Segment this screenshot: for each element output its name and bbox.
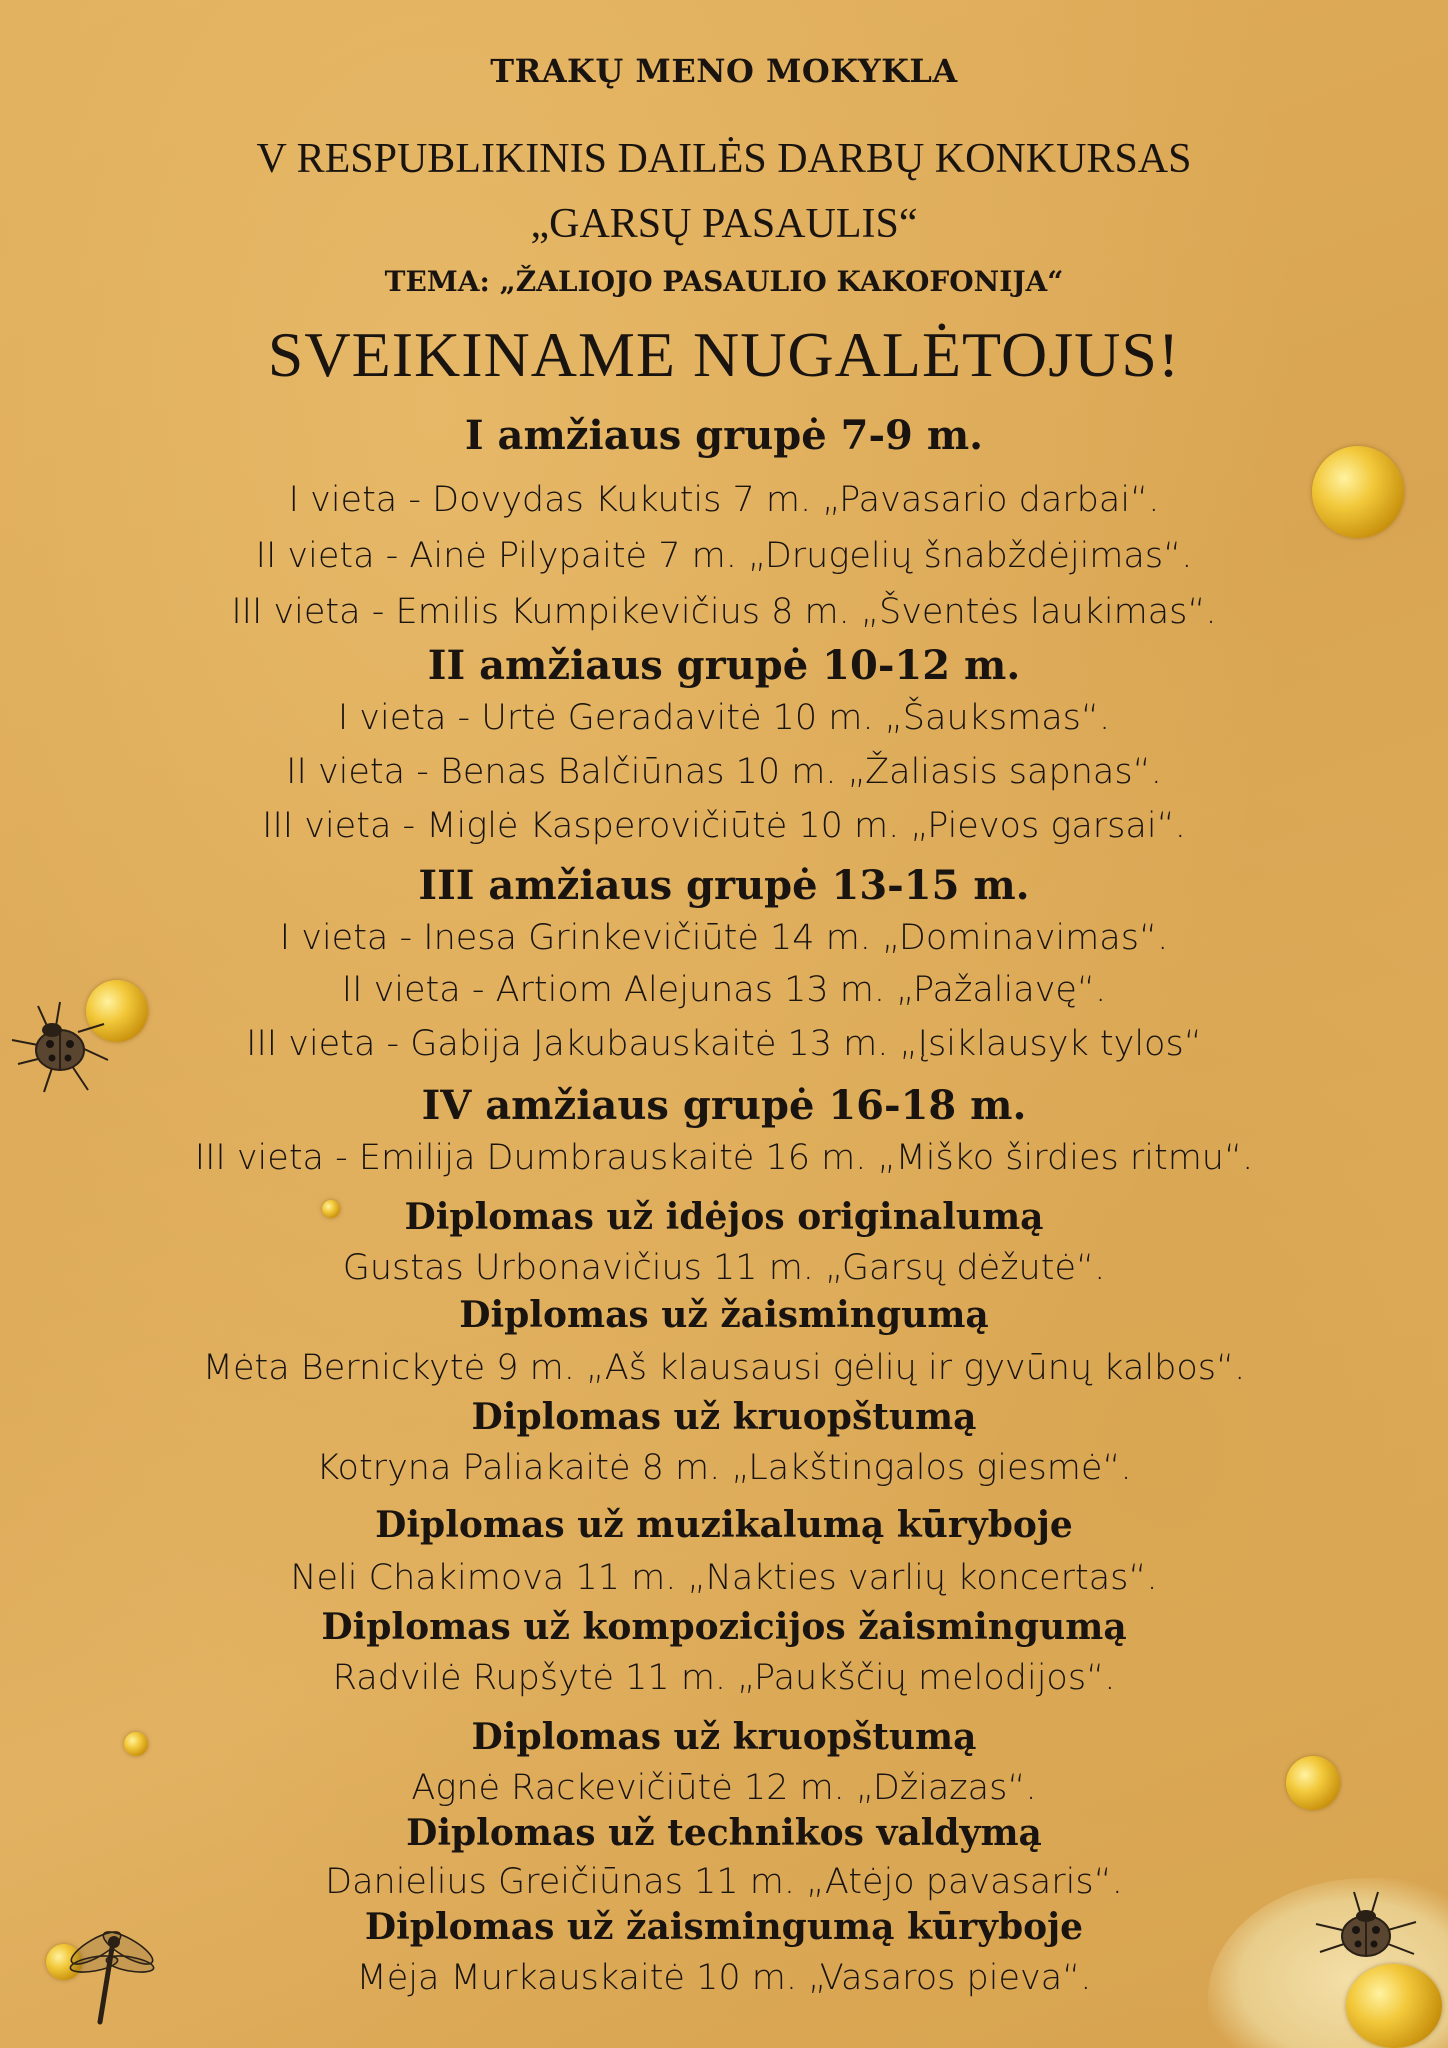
diploma-heading: Diplomas už muzikalumą kūryboje bbox=[375, 1504, 1073, 1546]
winner-entry: III vieta - Miglė Kasperovičiūtė 10 m. „Pievos garsai“. bbox=[262, 806, 1186, 846]
dragonfly-icon bbox=[62, 1918, 162, 2028]
winner-entry: III vieta - Emilija Dumbrauskaitė 16 m. „Miško širdies ritmu“. bbox=[194, 1138, 1254, 1178]
ladybug-icon bbox=[8, 1000, 118, 1100]
gold-coin-icon bbox=[1312, 446, 1404, 538]
winner-entry: I vieta - Dovydas Kukutis 7 m. „Pavasario darbai“. bbox=[288, 480, 1160, 520]
gold-coin-icon bbox=[124, 1732, 148, 1756]
group-heading: I amžiaus grupė 7-9 m. bbox=[464, 412, 984, 459]
diploma-winner: Agnė Rackevičiūtė 12 m. „Džiazas“. bbox=[411, 1768, 1037, 1808]
group-heading: III amžiaus grupė 13-15 m. bbox=[418, 862, 1030, 909]
diploma-heading: Diplomas už žaismingumą bbox=[459, 1294, 989, 1336]
contest-theme: TEMA: „ŽALIOJO PASAULIO KAKOFONIJA“ bbox=[384, 265, 1064, 298]
diploma-winner: Neli Chakimova 11 m. „Nakties varlių koncertas“. bbox=[290, 1558, 1158, 1598]
diploma-heading: Diplomas už kompozicijos žaismingumą bbox=[321, 1606, 1127, 1648]
greeting-heading: SVEIKINAME NUGALĖTOJUS! bbox=[267, 319, 1181, 390]
gold-coin-icon bbox=[322, 1200, 340, 1218]
winner-entry: I vieta - Urtė Geradavitė 10 m. „Šauksmas“. bbox=[337, 698, 1111, 738]
ladybug-icon bbox=[1312, 1890, 1422, 1980]
diploma-heading: Diplomas už žaismingumą kūryboje bbox=[364, 1906, 1084, 1948]
winner-entry: III vieta - Emilis Kumpikevičius 8 m. „Šventės laukimas“. bbox=[231, 592, 1217, 632]
winner-entry: III vieta - Gabija Jakubauskaitė 13 m. „Įsiklausyk tylos“ bbox=[246, 1024, 1202, 1064]
diploma-winner: Radvilė Rupšytė 11 m. „Paukščių melodijos“. bbox=[332, 1658, 1116, 1698]
diploma-winner: Mėja Murkauskaitė 10 m. „Vasaros pieva“. bbox=[356, 1958, 1092, 1998]
diploma-winner: Danielius Greičiūnas 11 m. „Atėjo pavasaris“. bbox=[325, 1862, 1123, 1902]
diploma-heading: Diplomas už idėjos originalumą bbox=[404, 1196, 1044, 1238]
school-name: TRAKŲ MENO MOKYKLA bbox=[490, 52, 958, 90]
winner-entry: II vieta - Ainė Pilypaitė 7 m. „Drugelių šnabždėjimas“. bbox=[255, 536, 1193, 576]
gold-coin-icon bbox=[1286, 1756, 1340, 1810]
diploma-winner: Mėta Bernickytė 9 m. „Aš klausausi gėlių ir gyvūnų kalbos“. bbox=[202, 1348, 1246, 1388]
contest-title: „GARSŲ PASAULIS“ bbox=[530, 201, 918, 247]
winner-entry: I vieta - Inesa Grinkevičiūtė 14 m. „Dominavimas“. bbox=[279, 918, 1169, 958]
winner-entry: II vieta - Artiom Alejunas 13 m. „Pažaliavę“. bbox=[341, 970, 1107, 1010]
group-heading: II amžiaus grupė 10-12 m. bbox=[427, 642, 1021, 689]
diploma-heading: Diplomas už technikos valdymą bbox=[406, 1812, 1042, 1854]
contest-name: V RESPUBLIKINIS DAILĖS DARBŲ KONKURSAS bbox=[256, 136, 1192, 182]
winner-entry: II vieta - Benas Balčiūnas 10 m. „Žaliasis sapnas“. bbox=[286, 752, 1162, 792]
group-heading: IV amžiaus grupė 16-18 m. bbox=[421, 1082, 1027, 1129]
diploma-heading: Diplomas už kruopštumą bbox=[471, 1716, 977, 1758]
diploma-winner: Gustas Urbonavičius 11 m. „Garsų dėžutė“. bbox=[342, 1248, 1106, 1288]
diploma-heading: Diplomas už kruopštumą bbox=[471, 1396, 977, 1438]
diploma-winner: Kotryna Paliakaitė 8 m. „Lakštingalos giesmė“. bbox=[316, 1448, 1132, 1488]
